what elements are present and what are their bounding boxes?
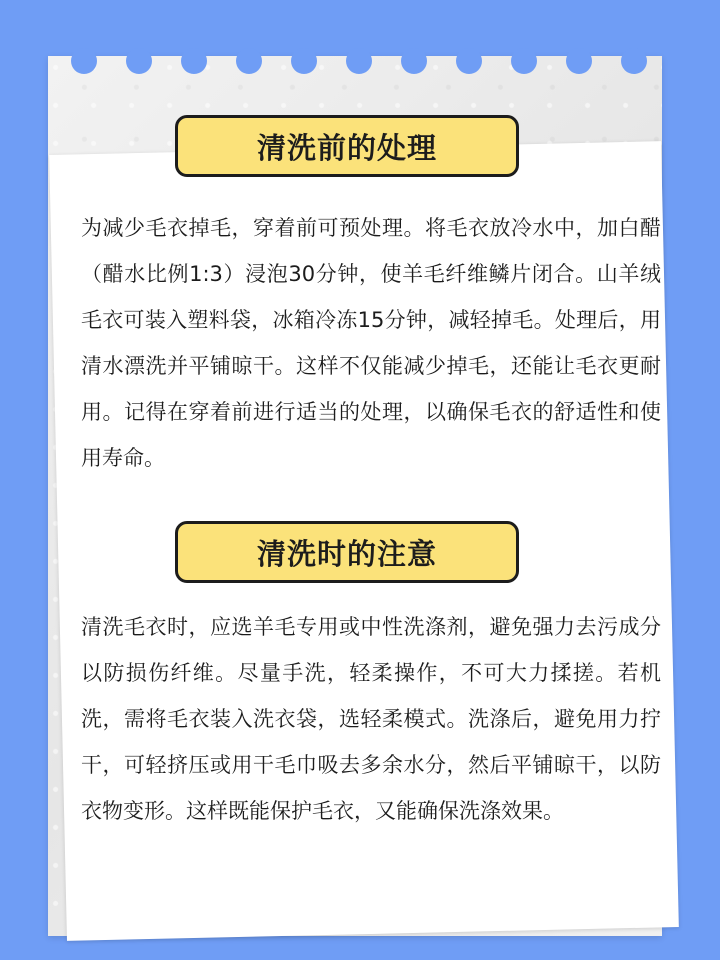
binder-hole <box>236 48 262 74</box>
binder-hole <box>566 48 592 74</box>
binder-hole <box>71 48 97 74</box>
section-title-washing-notes: 清洗时的注意 <box>175 521 519 583</box>
binder-hole <box>291 48 317 74</box>
binder-hole <box>126 48 152 74</box>
binder-hole <box>621 48 647 74</box>
binder-hole <box>511 48 537 74</box>
binder-hole <box>456 48 482 74</box>
binder-holes <box>48 48 662 76</box>
section-body-pre-wash: 为减少毛衣掉毛，穿着前可预处理。将毛衣放冷水中，加白醋（醋水比例1:3）浸泡30分钟，使羊毛纤维鳞片闭合。山羊绒毛衣可装入塑料袋，冰箱冷冻15分钟，减轻掉毛。处理后，用清水漂洗并平铺晾干。这样不仅能减少掉毛，还能让毛衣更耐用。记得在穿着前进行适当的处理，以确保毛衣的舒适性和使用寿命。 <box>81 216 661 470</box>
binder-hole <box>346 48 372 74</box>
binder-hole <box>181 48 207 74</box>
section-body-washing-notes: 清洗毛衣时，应选羊毛专用或中性洗涤剂，避免强力去污成分以防损伤纤维。尽量手洗，轻柔操作，不可大力揉搓。若机洗，需将毛衣装入洗衣袋，选轻柔模式。洗涤后，避免用力拧干，可轻挤压或用干毛巾吸去多余水分，然后平铺晾干，以防衣物变形。这样既能保护毛衣，又能确保洗涤效果。 <box>81 615 661 823</box>
binder-hole <box>401 48 427 74</box>
section-title-pre-wash: 清洗前的处理 <box>175 115 519 177</box>
